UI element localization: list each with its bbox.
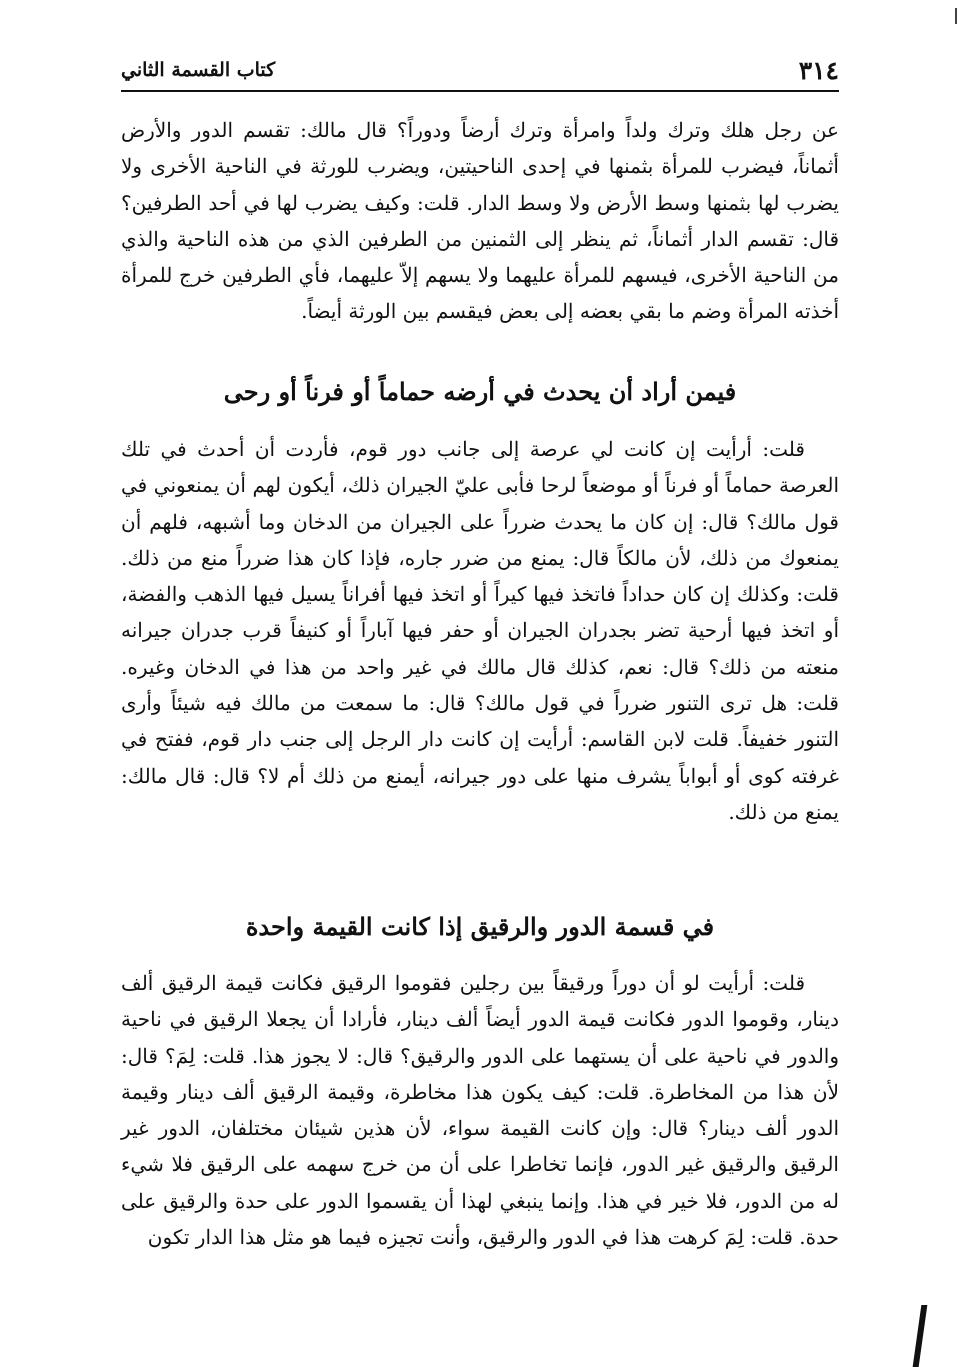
book-title: كتاب القسمة الثاني: [121, 59, 276, 81]
intro-paragraph: عن رجل هلك وترك ولداً وامرأة وترك أرضاً ودوراً؟ قال مالك: تقسم الدور والأرض أثماناً، فيضرب للمرأة بثمنها في إحدى الناحيتين، ويضرب للورثة في الناحية الأخرى ولا يضرب لها بثمنها وسط الأرض ولا وسط الدار. قلت: وكيف يضرب لها في أحد الطرفين؟ قال: تقسم الدار أثماناً، ثم ينظر إلى الثمنين من الطرفين الذي من هذه الناحية والذي من الناحية الأخرى، فيسهم للمرأة عليهما ولا يسهم إلاّ عليهما، فأي الطرفين خرج للمرأة أخذته المرأة وضم ما بقي بعضه إلى بعض فيقسم بين الورثة أيضاً.: [121, 118, 839, 324]
scan-edge-dot: [955, 8, 957, 24]
section-heading-oven: فيمن أراد أن يحدث في أرضه حماماً أو فرناً أو رحى: [223, 377, 737, 406]
section-oven-paragraph: قلت: أرأيت إن كانت لي عرصة إلى جانب دور قوم، فأردت أن أحدث في تلك العرصة حماماً أو فرناً أو موضعاً لرحا فأبى عليّ الجيران ذلك، أيكون لهم أن يمنعوني في قول مالك؟ قال: إن كان ما يحدث ضرراً على الجيران من الدخان وما أشبهه، فلهم أن يمنعوك من ذلك، لأن مالكاً قال: يمنع من ضرر جاره، فإذا كان هذا ضرراً منع من ذلك. قلت: وكذلك إن كان حداداً فاتخذ فيها كيراً أو اتخذ فيها أفراناً يسيل فيها الذهب والفضة، أو اتخذ فيها أرحية تضر بجدران الجيران أو حفر فيها آباراً أو كنيفاً قرب جدران جيرانه منعته من ذلك؟ قال: نعم، كذلك قال مالك في غير واحد من هذا في الدخان وغيره. قلت: هل ترى التنور ضرراً في قول مالك؟ قال: ما سمعت من مالك فيه شيئاً وأرى التنور خفيفاً. قلت لابن القاسم: أرأيت إن كانت دار الرجل إلى جنب دار قوم، ففتح في غرفته كوى أو أبواباً يشرف منها على دور جيرانه، أيمنع من ذلك أم لا؟ قال: قال مالك: يمنع من ذلك.: [121, 437, 840, 824]
section-division-paragraph: قلت: أرأيت لو أن دوراً ورقيقاً بين رجلين فقوموا الرقيق فكانت قيمة الرقيق ألف دينار، وقوموا الدور فكانت قيمة الدور أيضاً ألف دينار، فأرادا أن يجعلا الرقيق في ناحية والدور في ناحية على أن يستهما على الدور والرقيق؟ قال: لا يجوز هذا. قلت: لِمَ؟ قال: لأن هذا من المخاطرة. قلت: كيف يكون هذا مخاطرة، وقيمة الرقيق ألف دينار وقيمة الدور ألف دينار؟ قال: وإن كانت القيمة سواء، لأن هذين شيئان مختلفان، الدور غير الرقيق والرقيق غير الدور، فإنما تخاطرا على أن من خرج سهمه على الرقيق فلا شيء له من الدور، فلا خير في هذا. وإنما ينبغي لهذا أن يقسموا الدور على حدة والرقيق على حدة. قلت: لِمَ كرهت هذا في الدور والرقيق، وأنت تجيزه فيما هو مثل هذا الدار تكون: [121, 971, 839, 1250]
section-oven-body: [121, 431, 839, 830]
running-header: [121, 50, 839, 92]
section-heading-division: في قسمة الدور والرقيق إذا كانت القيمة واحدة: [245, 912, 715, 941]
scan-edge-mark: [913, 1305, 928, 1367]
intro-paragraph-block: [121, 112, 839, 330]
page-number: ٣١٤: [798, 55, 839, 85]
section-division-body: [121, 965, 839, 1255]
